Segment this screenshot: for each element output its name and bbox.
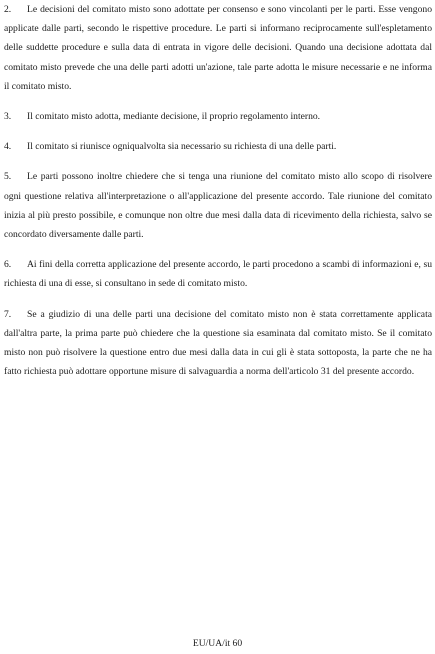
paragraph-number: 4. — [4, 141, 12, 153]
paragraph-number: 6. — [4, 259, 12, 271]
paragraph-number: 3. — [4, 111, 12, 123]
paragraph-number: 7. — [4, 308, 12, 320]
paragraph-text: Il comitato si riunisce ogniqualvolta sia necessario su richiesta di una delle parti. — [27, 141, 337, 153]
document-page — [4, 0, 432, 392]
paragraph-2 — [4, 0, 432, 96]
paragraph-text: Il comitato misto adotta, mediante decisione, il proprio regolamento interno. — [27, 111, 321, 123]
paragraph-text: Ai fini della corretta applicazione del presente accordo, le parti procedono a scambi di informazioni e, su richiesta di una di esse, si consultano in sede di comitato misto. — [4, 259, 432, 290]
page-footer: EU/UA/it 60 — [192, 638, 243, 649]
paragraph-6 — [4, 255, 432, 293]
paragraph-text: Le parti possono inoltre chiedere che si tenga una riunione del comitato misto allo scopo di risolvere ogni questione relativa all'interpretazione o all'applicazione del presente accordo. Tale riunione del comitato inizia al più presto possibile, e comunque non oltre due mesi dalla data di ricevimento della richiesta, salvo se concordato diversamente dalle parti. — [4, 171, 432, 241]
paragraph-number: 5. — [4, 171, 12, 183]
paragraph-4 — [4, 137, 432, 156]
paragraph-text: Se a giudizio di una delle parti una decisione del comitato misto non è stata correttamente applicata dall'altra parte, la prima parte può chiedere che la questione sia esaminata dal comitato misto. Se il comitato misto non può risolvere la questione entro due mesi dalla data in cui gli è stata sottoposta, la parte che ne ha fatto richiesta può adottare opportune misure di salvaguardia a norma dell'articolo 31 del presente accordo. — [4, 308, 432, 378]
paragraph-text: Le decisioni del comitato misto sono adottate per consenso e sono vincolanti per le parti. Esse vengono applicate dalle parti, secondo le rispettive procedure. Le parti si informano reciprocamente sull'espletamento delle suddette procedure e sulla data di entrata in vigore delle decisioni. Quando una decisione adottata dal comitato misto prevede che una delle parti adotti un'azione, tale parte adotta le misure necessarie e ne informa il comitato misto. — [4, 4, 432, 92]
paragraph-7 — [4, 305, 432, 382]
paragraph-number: 2. — [4, 4, 12, 15]
paragraph-3 — [4, 107, 432, 126]
paragraph-5 — [4, 167, 432, 244]
